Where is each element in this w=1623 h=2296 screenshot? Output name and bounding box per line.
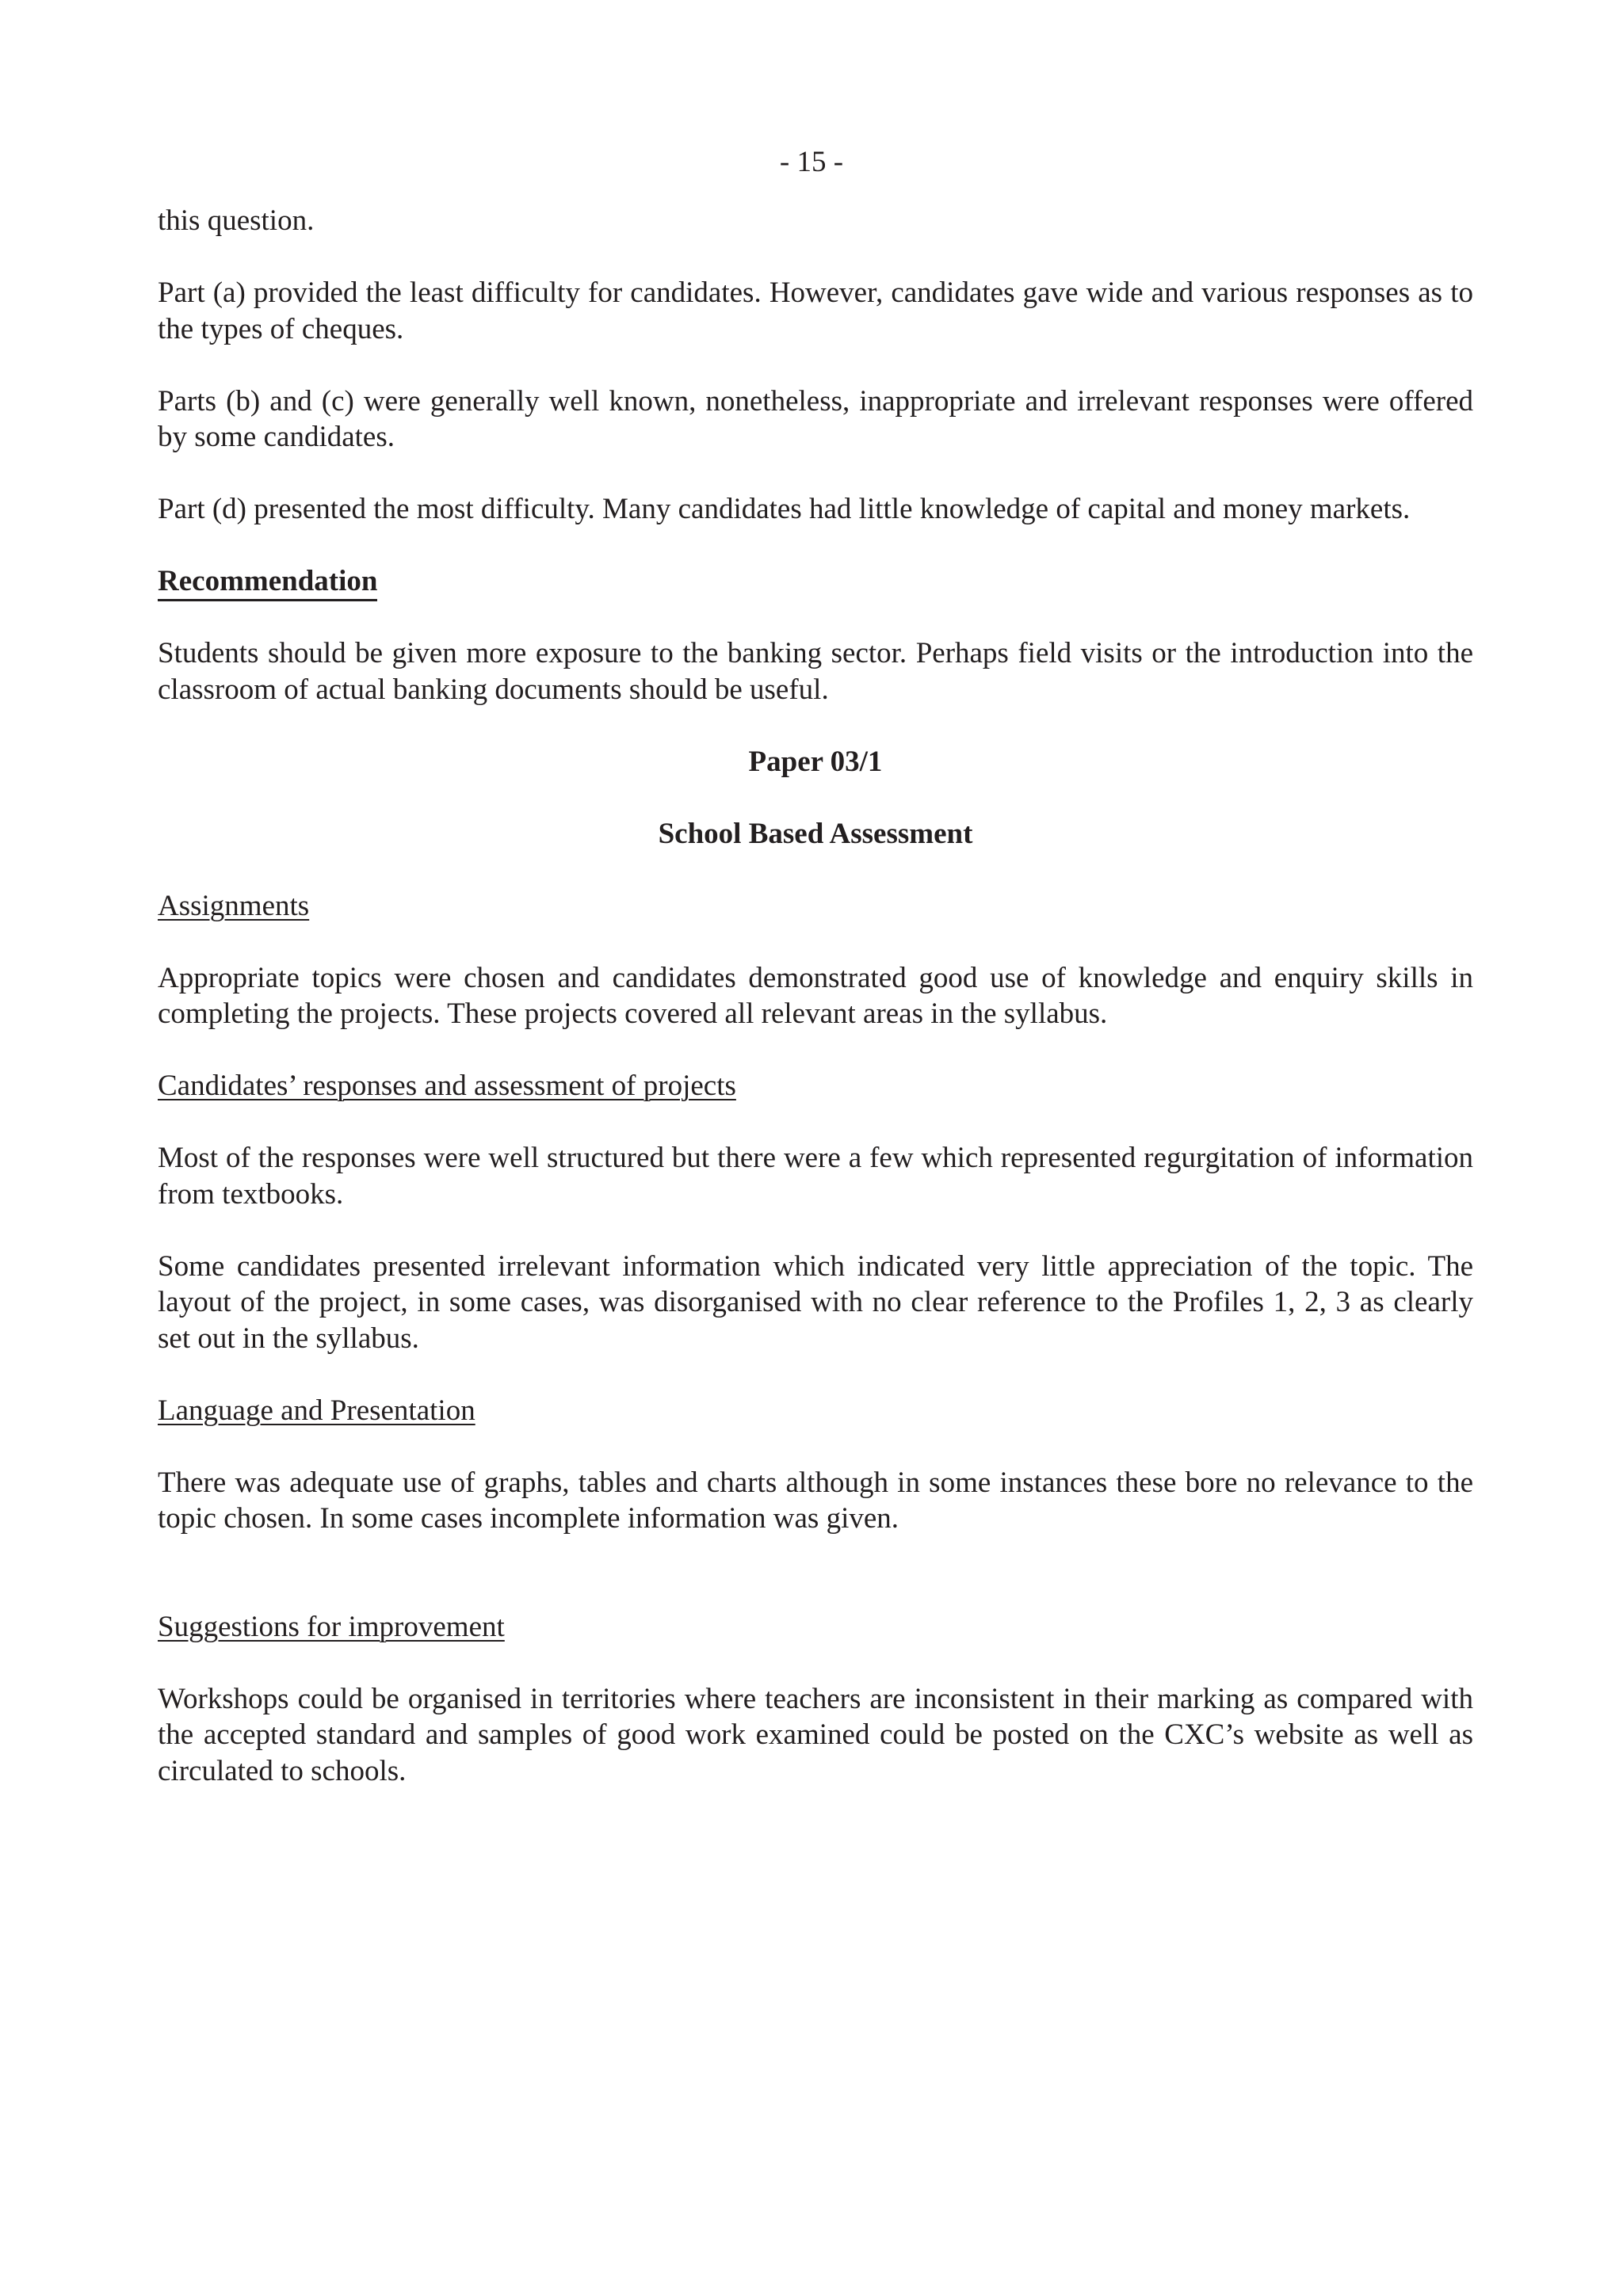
recommendation-heading xyxy=(158,563,1473,600)
suggestions-heading xyxy=(158,1609,1473,1646)
suggestions-heading-text: Suggestions for improvement xyxy=(158,1610,505,1643)
language-heading-text: Language and Presentation xyxy=(158,1394,475,1427)
assignments-heading xyxy=(158,888,1473,925)
language-heading xyxy=(158,1393,1473,1429)
candidates-paragraph-2: Some candidates presented irrelevant information which indicated very little appreciation of the topic. The layout of the project, in some cases, was disorganised with no clear reference to the Profiles 1, 2, 3 as clearly set out in the syllabus. xyxy=(158,1249,1473,1355)
candidates-heading xyxy=(158,1068,1473,1104)
candidates-heading-text: Candidates’ responses and assessment of projects xyxy=(158,1070,736,1102)
recommendation-paragraph: Students should be given more exposure to the banking sector. Perhaps field visits or the introduction into the classroom of actual banking documents should be useful. xyxy=(158,637,1473,706)
language-paragraph: There was adequate use of graphs, tables and charts although in some instances these bore no relevance to the topic chosen. In some cases incomplete information was given. xyxy=(158,1466,1473,1535)
page-number: - 15 - xyxy=(779,146,844,178)
parts-b-c-paragraph: Parts (b) and (c) were generally well known, nonetheless, inappropriate and irrelevant responses were offered by some candidates. xyxy=(158,384,1473,453)
sba-heading: School Based Assessment xyxy=(658,817,973,850)
assignments-heading-text: Assignments xyxy=(158,889,310,922)
candidates-paragraph-1: Most of the responses were well structured but there were a few which represented regurgitation of information from textbooks. xyxy=(158,1142,1473,1211)
suggestions-paragraph: Workshops could be organised in territories where teachers are inconsistent in their marking as compared with the accepted standard and samples of good work examined could be posted on the CXC’s website as well as circulated to schools. xyxy=(158,1682,1473,1787)
assignments-paragraph: Appropriate topics were chosen and candidates demonstrated good use of knowledge and enquiry skills in completing the projects. These projects covered all relevant areas in the syllabus. xyxy=(158,961,1473,1030)
intro-paragraph: this question. xyxy=(158,204,315,237)
paper-heading: Paper 03/1 xyxy=(748,745,883,778)
recommendation-heading-text: Recommendation xyxy=(158,565,377,601)
page-content xyxy=(158,203,1473,1825)
part-d-paragraph: Part (d) presented the most difficulty. Many candidates had little knowledge of capital and money markets. xyxy=(158,493,1411,525)
part-a-paragraph: Part (a) provided the least difficulty for candidates. However, candidates gave wide and various responses as to the types of cheques. xyxy=(158,277,1473,345)
